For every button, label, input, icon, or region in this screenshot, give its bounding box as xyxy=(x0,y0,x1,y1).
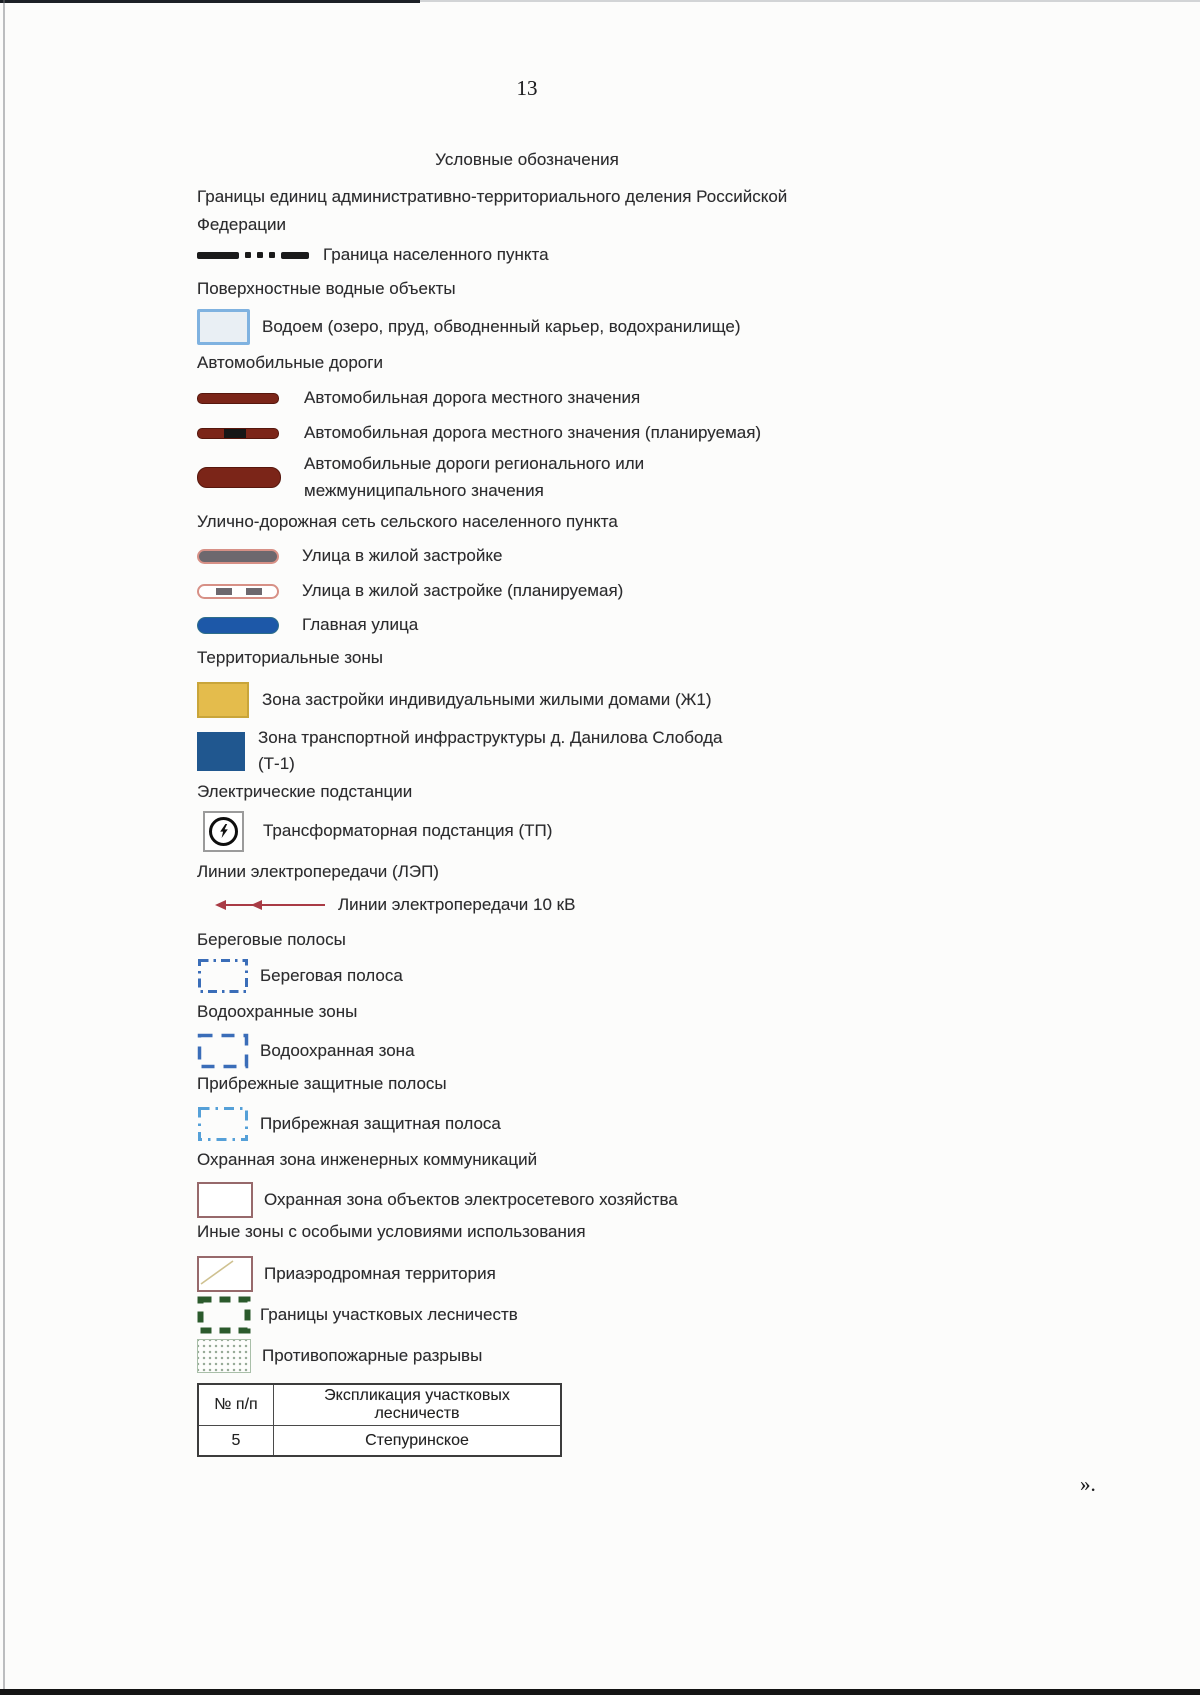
legend-row-settlement-boundary xyxy=(197,240,549,270)
road-local-planned-label: Автомобильная дорога местного значения (планируемая) xyxy=(304,423,762,442)
legend-row-water-protection xyxy=(197,1033,415,1069)
legend-row-road-regional xyxy=(197,449,694,505)
aerodrome-area-swatch xyxy=(197,1256,253,1292)
lightning-icon xyxy=(219,824,229,838)
legend-row-shore-strip xyxy=(197,958,403,994)
reservoir-swatch xyxy=(197,309,250,345)
road-regional-symbol xyxy=(197,467,281,488)
table-header-num: № п/п xyxy=(198,1384,274,1426)
main-street-label: Главная улица xyxy=(302,615,419,634)
table-cell-name: Степуринское xyxy=(274,1426,562,1457)
shore-strip-label: Береговая полоса xyxy=(260,966,403,985)
legend-row-street xyxy=(197,545,502,567)
zone-transport-label: Зона транспортной инфраструктуры д. Данилова Слобода (Т-1) xyxy=(258,728,723,773)
legend-row-aerodrome-area xyxy=(197,1256,496,1292)
substation-icon xyxy=(203,811,244,852)
forestry-boundaries-symbol xyxy=(197,1296,251,1334)
power-grid-zone-swatch xyxy=(197,1182,253,1218)
legend-row-reservoir xyxy=(197,309,741,345)
heading-other-zones: Иные зоны с особыми условиями использования xyxy=(197,1222,586,1241)
legend-row-forestry-boundaries xyxy=(197,1296,518,1334)
firebreaks-swatch xyxy=(197,1339,251,1373)
forestry-explication-table xyxy=(197,1383,562,1457)
scan-artifact-left-line xyxy=(3,0,5,1695)
diagonal-line xyxy=(199,1258,247,1286)
reservoir-label: Водоем (озеро, пруд, обводненный карьер, водохранилище) xyxy=(262,317,741,336)
scan-artifact-bottom-bar xyxy=(0,1689,1200,1695)
street-symbol xyxy=(197,549,279,564)
table-header-name: Экспликация участковых лесничеств xyxy=(274,1384,562,1426)
aerodrome-area-label: Приаэродромная территория xyxy=(264,1264,496,1283)
legend-row-street-planned xyxy=(197,580,623,602)
settlement-boundary-label: Граница населенного пункта xyxy=(323,245,549,264)
legend-row-main-street xyxy=(197,613,418,637)
power-line-symbol xyxy=(215,899,325,911)
heading-power-lines: Линии электропередачи (ЛЭП) xyxy=(197,862,439,881)
street-planned-label: Улица в жилой застройке (планируемая) xyxy=(302,581,624,600)
arrow-left-icon xyxy=(251,900,262,910)
legend-row-power-grid-zone xyxy=(197,1182,678,1218)
heading-coastal-strips: Прибрежные защитные полосы xyxy=(197,1074,447,1093)
closing-mark: ». xyxy=(1080,1472,1096,1496)
water-protection-label: Водоохранная зона xyxy=(260,1041,415,1060)
zone-residential-label: Зона застройки индивидуальными жилыми домами (Ж1) xyxy=(262,690,712,709)
legend-row-road-local xyxy=(197,387,640,409)
legend-row-road-local-planned xyxy=(197,422,761,444)
legend-row-power-line xyxy=(215,894,575,916)
zone-residential-swatch xyxy=(197,682,249,718)
arrow-left-icon xyxy=(215,900,226,910)
heading-utility-zones: Охранная зона инженерных коммуникаций xyxy=(197,1150,538,1169)
legend-row-zone-transport xyxy=(197,725,758,777)
lightning-circle-icon xyxy=(209,817,238,846)
legend-row-firebreaks xyxy=(197,1338,482,1374)
heading-substations: Электрические подстанции xyxy=(197,782,413,801)
forestry-boundaries-label: Границы участковых лесничеств xyxy=(260,1305,518,1324)
power-grid-zone-label: Охранная зона объектов электросетевого хозяйства xyxy=(264,1190,678,1209)
scan-artifact-top-light xyxy=(420,0,1200,2)
coastal-strip-symbol xyxy=(197,1106,249,1142)
table-cell-num: 5 xyxy=(198,1426,274,1457)
heading-street-network: Улично-дорожная сеть сельского населенного пункта xyxy=(197,512,618,531)
road-local-label: Автомобильная дорога местного значения xyxy=(304,388,641,407)
firebreaks-label: Противопожарные разрывы xyxy=(262,1346,483,1365)
water-protection-symbol xyxy=(197,1033,249,1069)
zone-transport-swatch xyxy=(197,732,245,771)
table-row xyxy=(198,1426,561,1457)
legend-row-substation xyxy=(203,812,552,850)
settlement-boundary-symbol xyxy=(197,252,309,259)
heading-water-protection: Водоохранные зоны xyxy=(197,1002,358,1021)
road-local-symbol xyxy=(197,393,279,404)
heading-shore-strips: Береговые полосы xyxy=(197,930,346,949)
heading-admin-boundaries: Границы единиц административно-территориального деления Российской Федерации xyxy=(197,187,788,234)
main-street-symbol xyxy=(197,617,279,634)
scan-artifact-top-dark xyxy=(0,0,420,3)
street-planned-symbol xyxy=(197,584,279,599)
heading-territorial-zones: Территориальные зоны xyxy=(197,648,383,667)
street-label: Улица в жилой застройке xyxy=(302,546,503,565)
legend-row-coastal-strip xyxy=(197,1106,501,1142)
legend-title: Условные обозначения xyxy=(435,150,619,169)
heading-roads: Автомобильные дороги xyxy=(197,353,383,372)
coastal-strip-label: Прибрежная защитная полоса xyxy=(260,1114,501,1133)
road-local-planned-symbol xyxy=(197,428,279,439)
substation-label: Трансформаторная подстанция (ТП) xyxy=(263,821,553,840)
shore-strip-symbol xyxy=(197,958,249,994)
power-line-label: Линии электропередачи 10 кВ xyxy=(338,895,576,914)
legend-row-zone-residential xyxy=(197,683,842,717)
table-header-row xyxy=(198,1384,561,1426)
page-number: 13 xyxy=(516,76,538,100)
road-regional-label: Автомобильные дороги регионального или межмуниципального значения xyxy=(304,454,645,500)
heading-surface-water: Поверхностные водные объекты xyxy=(197,279,456,298)
